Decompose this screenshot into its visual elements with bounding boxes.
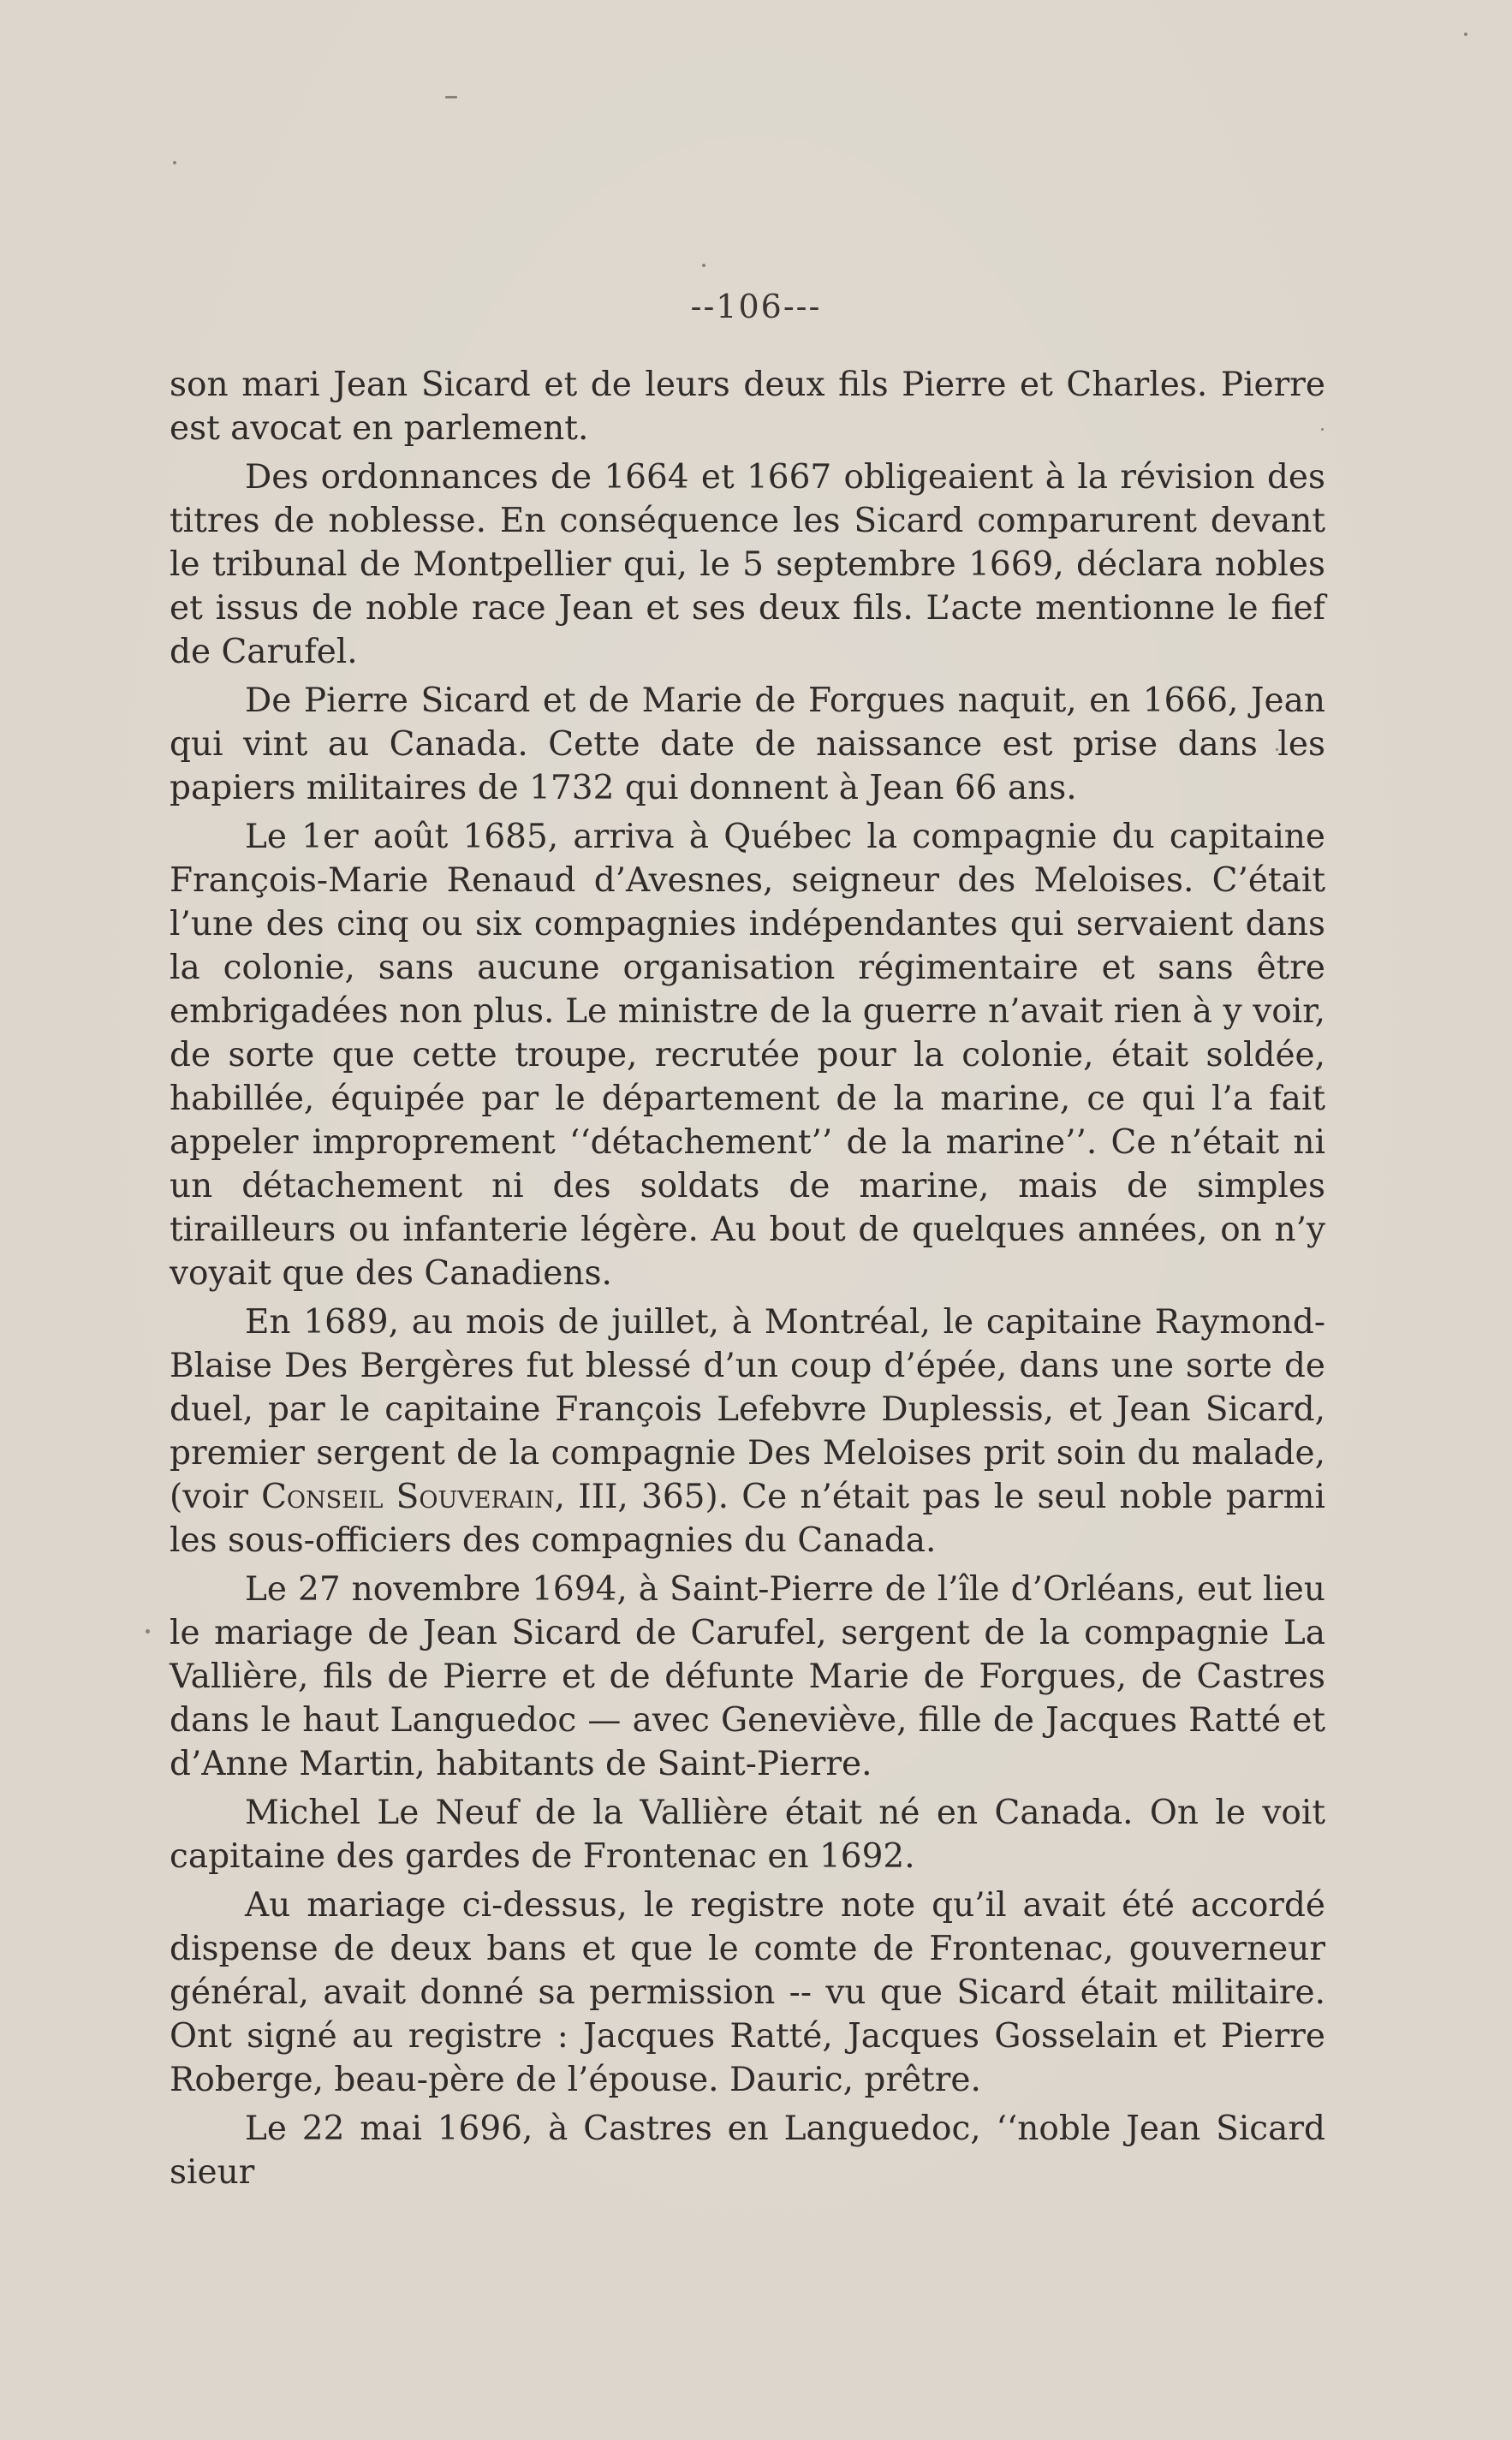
- paragraph: Le 1er août 1685, arriva à Québec la compagnie du capitaine François-Marie Renaud d’Avesnes, seigneur des Meloises. C’était l’une des cinq ou six compagnies indépendantes qui servaient dans la colonie, sans aucune organisation régimentaire et sans être embrigadées non plus. Le ministre de la guerre n’avait rien à y voir, de sorte que cette troupe, recrutée pour la colonie, était soldée, habillée, équipée par le département de la marine, ce qui l’a fait appeler improprement ‘‘détachement’’ de la marine’’. Ce n’était ni un détachement ni des soldats de marine, mais de simples tirailleurs ou infanterie légère. Au bout de quelques années, on n’y voyait que des Canadiens.: [170, 818, 1325, 1293]
- paragraph-text: En 1689, au mois de juillet, à Montréal, le capitaine Raymond-Blaise Des Bergères fut blessé d’un coup d’épée, dans une sorte de duel, par le capitaine François Lefebvre Duplessis, et Jean Sicard, premier sergent de la compagnie Des Meloises prit soin du malade, (voir: [170, 1303, 1325, 1516]
- paragraph: Le 27 novembre 1694, à Saint-Pierre de l’île d’Orléans, eut lieu le mariage de Jean Sicard de Carufel, sergent de la compagnie La Vallière, fils de Pierre et de défunte Marie de Forgues, de Castres dans le haut Languedoc — avec Geneviève, fille de Jacques Ratté et d’Anne Martin, habitants de Saint-Pierre.: [170, 1570, 1325, 1783]
- paragraph: Michel Le Neuf de la Vallière était né en Canada. On le voit capitaine des gardes de Frontenac en 1692.: [170, 1794, 1325, 1876]
- speck-mark: [445, 96, 457, 98]
- source-reference: Conseil Souverain: [261, 1478, 555, 1516]
- paragraph: son mari Jean Sicard et de leurs deux fils Pierre et Charles. Pierre est avocat en parlement.: [170, 366, 1325, 448]
- paragraph: Au mariage ci-dessus, le registre note qu’il avait été accordé dispense de deux bans et que le comte de Frontenac, gouverneur général, avait donné sa permission -- vu que Sicard était militaire. Ont signé au registre : Jacques Ratté, Jacques Gosselain et Pierre Roberge, beau-père de l’épouse. Dauric, prêtre.: [170, 1886, 1325, 2099]
- speck-mark: [1464, 33, 1467, 36]
- paragraph: Des ordonnances de 1664 et 1667 obligeaient à la révision des titres de noblesse. En conséquence les Sicard comparurent devant le tribunal de Montpellier qui, le 5 septembre 1669, déclara nobles et issus de noble race Jean et ses deux fils. L’acte mentionne le fief de Carufel.: [170, 458, 1325, 671]
- speck-mark: [702, 264, 705, 267]
- paragraph: Le 22 mai 1696, à Castres en Languedoc, ‘‘noble Jean Sicard sieur: [170, 2110, 1325, 2192]
- paragraph-text: , III, 365). Ce n’était pas le seul noble parmi les sous-officiers des compagnies du Canada.: [170, 1478, 1326, 1560]
- body-text: [170, 363, 1325, 2199]
- speck-mark: [146, 1629, 150, 1634]
- paragraph: De Pierre Sicard et de Marie de Forgues naquit, en 1666, Jean qui vint au Canada. Cette date de naissance est prise dans les papiers militaires de 1732 qui donnent à Jean 66 ans.: [170, 681, 1325, 807]
- page-number: --106---: [690, 288, 822, 325]
- paragraph: [170, 1300, 1325, 1562]
- speck-mark: [173, 161, 176, 164]
